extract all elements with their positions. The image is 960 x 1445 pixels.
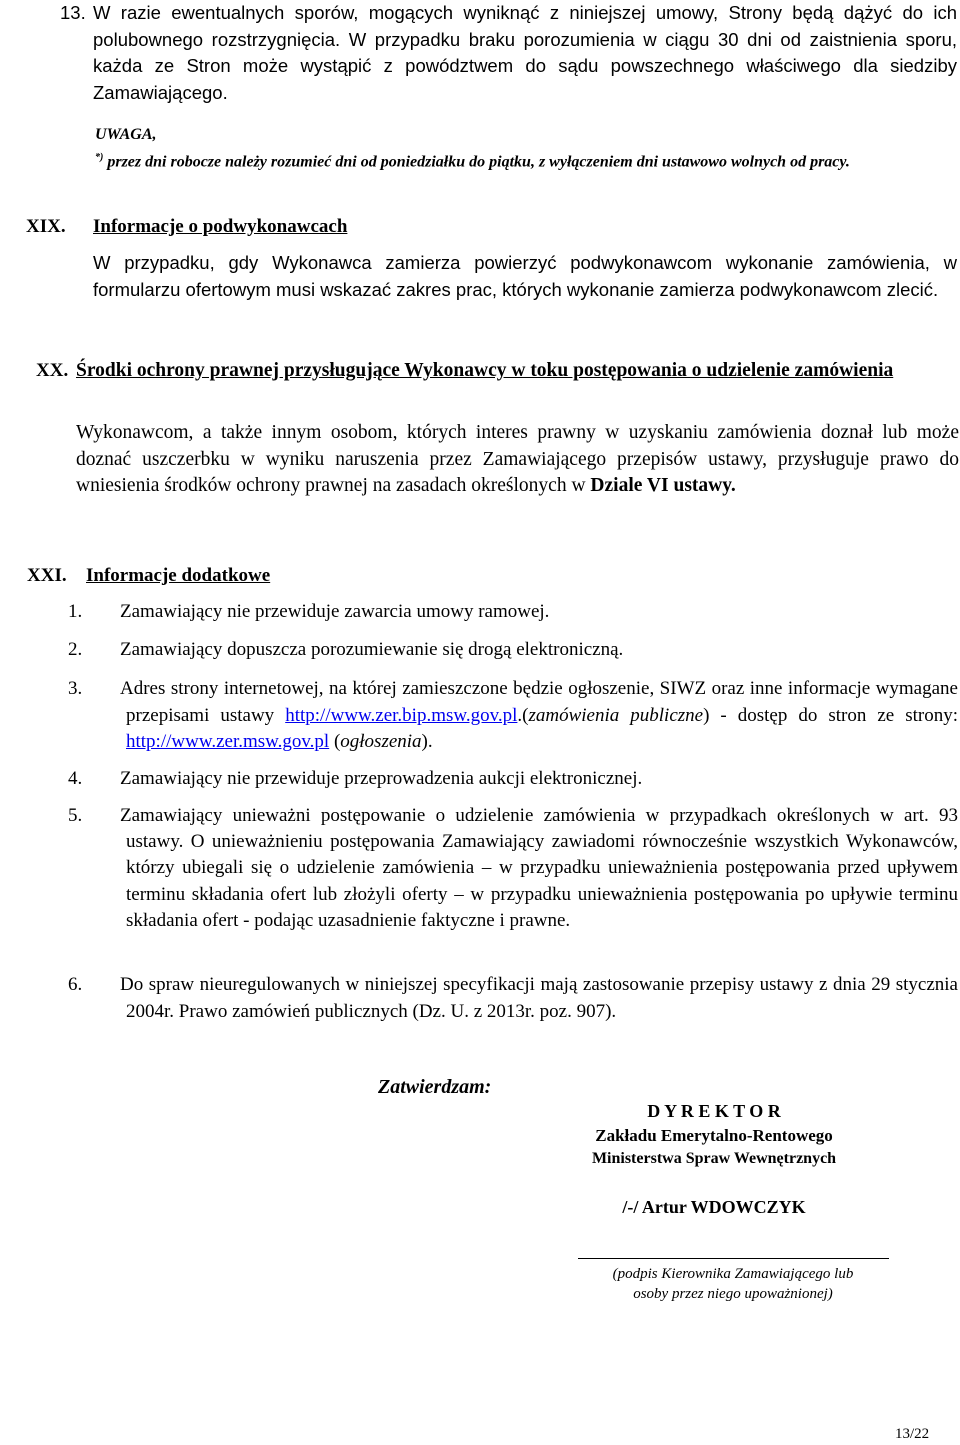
section-21-title: Informacje dodatkowe [86, 565, 271, 586]
bip-link[interactable]: http://www.zer.bip.msw.gov.pl [285, 704, 518, 726]
list-item-number: 1. [68, 601, 83, 622]
organization-name: Zakładu Emerytalno-Rentowego [595, 1126, 833, 1145]
list-item: Zamawiający dopuszcza porozumiewanie się drogą elektroniczną. [120, 639, 624, 660]
page-number: 13/22 [895, 1426, 930, 1442]
list-item: Adres strony internetowej, na której zamieszczone będzie ogłoszenie, SIWZ oraz inne informacje wymagane przepisami ustawy http://www.zer.bip.msw.gov.pl.(zamówienia publiczne) - dostęp do stron ze strony: http://www.zer.msw.gov.pl (ogłoszenia). [120, 678, 959, 752]
director-title: D Y R E K T O R [647, 1101, 781, 1121]
section-20-body-text: Wykonawcom, a także innym osobom, których interes prawny w uzyskaniu zamówienia doznał lub może doznać uszczerbku w wyniku naruszenia przez Zamawiającego przepisów ustawy, przysługuje prawo do wniesienia środków ochrony prawnej na zasadach określonych w [76, 422, 959, 496]
list-item-number: 6. [68, 974, 83, 995]
list-item: Zamawiający unieważni postępowanie o udzielenie zamówienia w przypadkach określonych w art. 93 ustawy. O unieważnieniu postępowania Zamawiający zawiadomi równocześnie wszystkich Wykonawców, którzy ubiegali się o udzielenie zamówienia – w przypadku unieważnienia postępowania przed upływem terminu składania ofert lub złożyli oferty – w przypadku unieważnienia postępowania po upływie terminu składania ofert - podając uzasadnienie faktyczne i prawne. [120, 805, 958, 931]
list-item-number: 2. [68, 639, 83, 660]
site-link[interactable]: http://www.zer.msw.gov.pl [126, 731, 330, 752]
section-20-body-bold: Dziale VI ustawy. [590, 475, 736, 496]
signature-name: /-/ Artur WDOWCZYK [622, 1197, 806, 1217]
list-item: Do spraw nieuregulowanych w niniejszej specyfikacji mają zastosowanie przepisy ustawy z dnia 29 stycznia 2004r. Prawo zamówień publicznych (Dz. U. z 2013r. poz. 907). [120, 974, 958, 1022]
note-marker: *) [95, 152, 104, 163]
section-21-number: XXI. [27, 565, 67, 586]
item-13-number: 13. [60, 2, 86, 23]
ministry-name: Ministerstwa Spraw Wewnętrznych [591, 1150, 837, 1167]
signature-line [578, 1258, 889, 1259]
note-body [95, 146, 960, 173]
signature-caption-2: osoby przez niego upoważnionej) [633, 1286, 833, 1302]
approval-label: Zatwierdzam: [378, 1076, 492, 1098]
item-13-text: W razie ewentualnych sporów, mogących wyniknąć z niniejszej umowy, Strony będą dążyć do ich polubownego rozstrzygnięcia. W przypadku braku porozumienia w ciągu 30 dni od zaistnienia sporu, każda ze Stron może wystąpić z powództwem do sądu powszechnego właściwego dla siedziby Zamawiającego. [93, 2, 957, 103]
section-20-number: XX. [36, 360, 69, 381]
list-item-number: 5. [68, 805, 83, 826]
section-19-title: Informacje o podwykonawcach [93, 216, 348, 237]
section-20-body [76, 420, 959, 500]
section-19-number: XIX. [26, 216, 66, 237]
signature-caption-1: (podpis Kierownika Zamawiającego lub [612, 1266, 854, 1282]
list-item: Zamawiający nie przewiduje zawarcia umowy ramowej. [120, 601, 550, 622]
note-text: przez dni robocze należy rozumieć dni od poniedziałku do piątku, z wyłączeniem dni ustawowo wolnych od pracy. [107, 153, 850, 171]
section-20-title: Środki ochrony prawnej przysługujące Wykonawcy w toku postępowania o udzielenie zamówienia [76, 360, 894, 381]
list-item-number: 4. [68, 768, 83, 789]
section-19-body: W przypadku, gdy Wykonawca zamierza powierzyć podwykonawcom wykonanie zamówienia, w formularzu ofertowym musi wskazać zakres prac, których wykonanie zamierza podwykonawcom zlecić. [93, 252, 957, 300]
note-title: UWAGA, [95, 126, 157, 143]
list-item-number: 3. [68, 678, 83, 699]
list-item: Zamawiający nie przewiduje przeprowadzenia aukcji elektronicznej. [120, 768, 643, 789]
